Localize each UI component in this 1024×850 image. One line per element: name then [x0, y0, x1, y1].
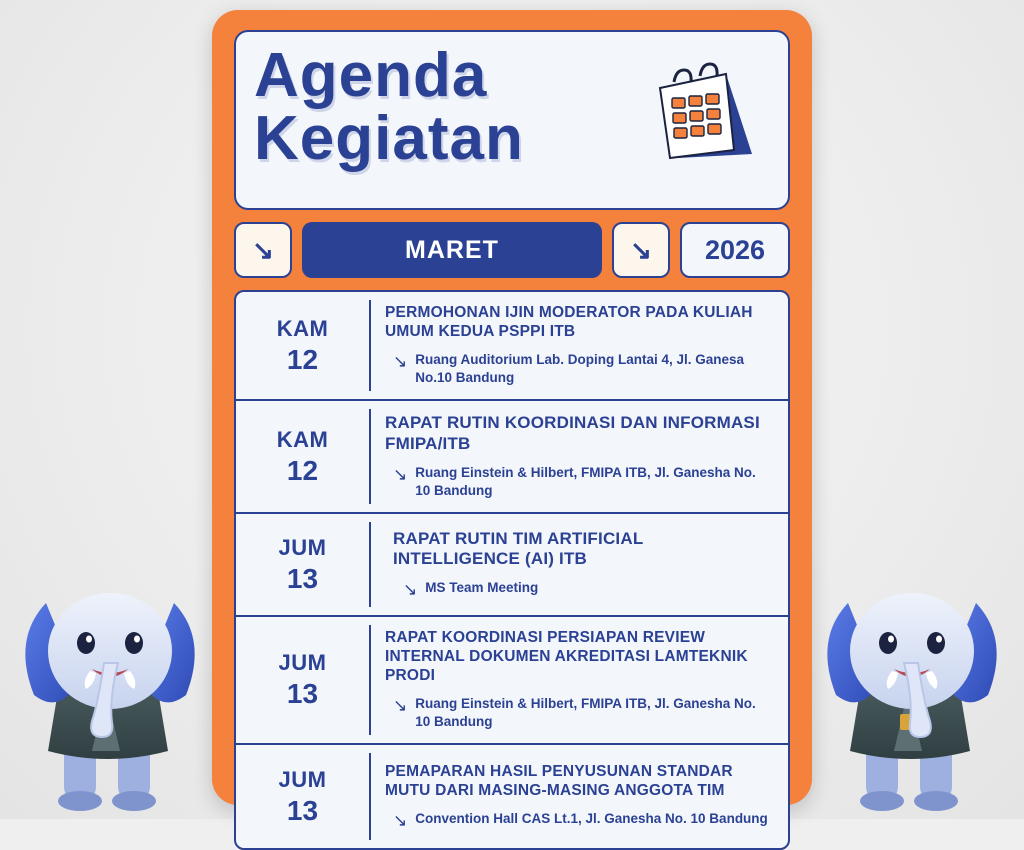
title-card [234, 30, 790, 210]
agenda-location-line [385, 695, 770, 731]
month-label[interactable]: MARET [302, 222, 602, 278]
agenda-row[interactable] [236, 745, 788, 848]
elephant-mascot-left [6, 551, 216, 811]
agenda-date [236, 409, 371, 504]
agenda-row[interactable] [236, 292, 788, 401]
agenda-row[interactable] [236, 514, 788, 617]
agenda-day-number: 13 [286, 562, 319, 594]
title-line-2: Kegiatan [254, 104, 524, 174]
agenda-list [234, 290, 790, 850]
agenda-detail [371, 753, 782, 840]
agenda-detail [371, 409, 782, 504]
agenda-location: Ruang Einstein & Hilbert, FMIPA ITB, Jl. Ganesha No. 10 Bandung [415, 464, 756, 498]
agenda-location-line [385, 351, 770, 387]
elephant-mascot-right [808, 551, 1018, 811]
title-line-1: Agenda [254, 41, 488, 110]
agenda-location: Ruang Einstein & Hilbert, FMIPA ITB, Jl. Ganesha No. 10 Bandung [415, 695, 756, 730]
prev-arrow-icon[interactable]: ↘ [234, 222, 292, 278]
arrow-down-right-icon: ↘ [393, 351, 408, 371]
agenda-day-name: KAM [276, 315, 329, 341]
agenda-location: Ruang Auditorium Lab. Doping Lantai 4, Jl. Ganesa No.10 Bandung [415, 351, 745, 386]
agenda-day-number: 13 [286, 794, 319, 826]
agenda-row[interactable] [236, 617, 788, 745]
agenda-location-line [385, 810, 770, 831]
year-label[interactable]: 2026 [680, 222, 790, 278]
agenda-day-name: JUM [278, 534, 327, 560]
agenda-day-number: 13 [286, 678, 319, 710]
agenda-location-line [385, 579, 770, 600]
agenda-title: RAPAT KOORDINASI PERSIAPAN REVIEW INTERNAL DOKUMEN AKREDITASI LAMTEKNIK PRODI [385, 629, 748, 684]
agenda-title: RAPAT RUTIN TIM ARTIFICIAL INTELLIGENCE (AI) ITB [393, 528, 644, 569]
agenda-day-name: JUM [278, 650, 327, 676]
agenda-location: Convention Hall CAS Lt.1, Jl. Ganesha No. 10 Bandung [415, 810, 768, 826]
agenda-location: MS Team Meeting [425, 580, 539, 596]
month-navigation [234, 222, 790, 278]
agenda-location-line [385, 464, 770, 500]
agenda-title: PERMOHONAN IJIN MODERATOR PADA KULIAH UMUM KEDUA PSPPI ITB [385, 304, 753, 340]
agenda-day-name: JUM [278, 766, 327, 792]
agenda-date [236, 753, 371, 840]
arrow-down-right-icon: ↘ [393, 464, 408, 484]
agenda-day-number: 12 [286, 343, 319, 375]
agenda-title: PEMAPARAN HASIL PENYUSUNAN STANDAR MUTU DARI MASING-MASING ANGGOTA TIM [385, 762, 733, 799]
agenda-detail [371, 625, 782, 735]
agenda-title: RAPAT RUTIN KOORDINASI DAN INFORMASI FMIPA/ITB [385, 413, 760, 453]
agenda-date [236, 300, 371, 391]
agenda-row[interactable] [236, 401, 788, 514]
agenda-date [236, 625, 371, 735]
agenda-detail [371, 522, 782, 607]
agenda-poster [212, 10, 812, 830]
arrow-down-right-icon: ↘ [403, 580, 418, 600]
agenda-day-number: 12 [286, 454, 319, 486]
next-arrow-icon[interactable]: ↘ [612, 222, 670, 278]
arrow-down-right-icon: ↘ [393, 695, 408, 715]
arrow-down-right-icon: ↘ [393, 810, 408, 830]
agenda-date [236, 522, 371, 607]
agenda-detail [371, 300, 782, 391]
calendar-icon [648, 58, 768, 168]
agenda-day-name: KAM [276, 426, 329, 452]
